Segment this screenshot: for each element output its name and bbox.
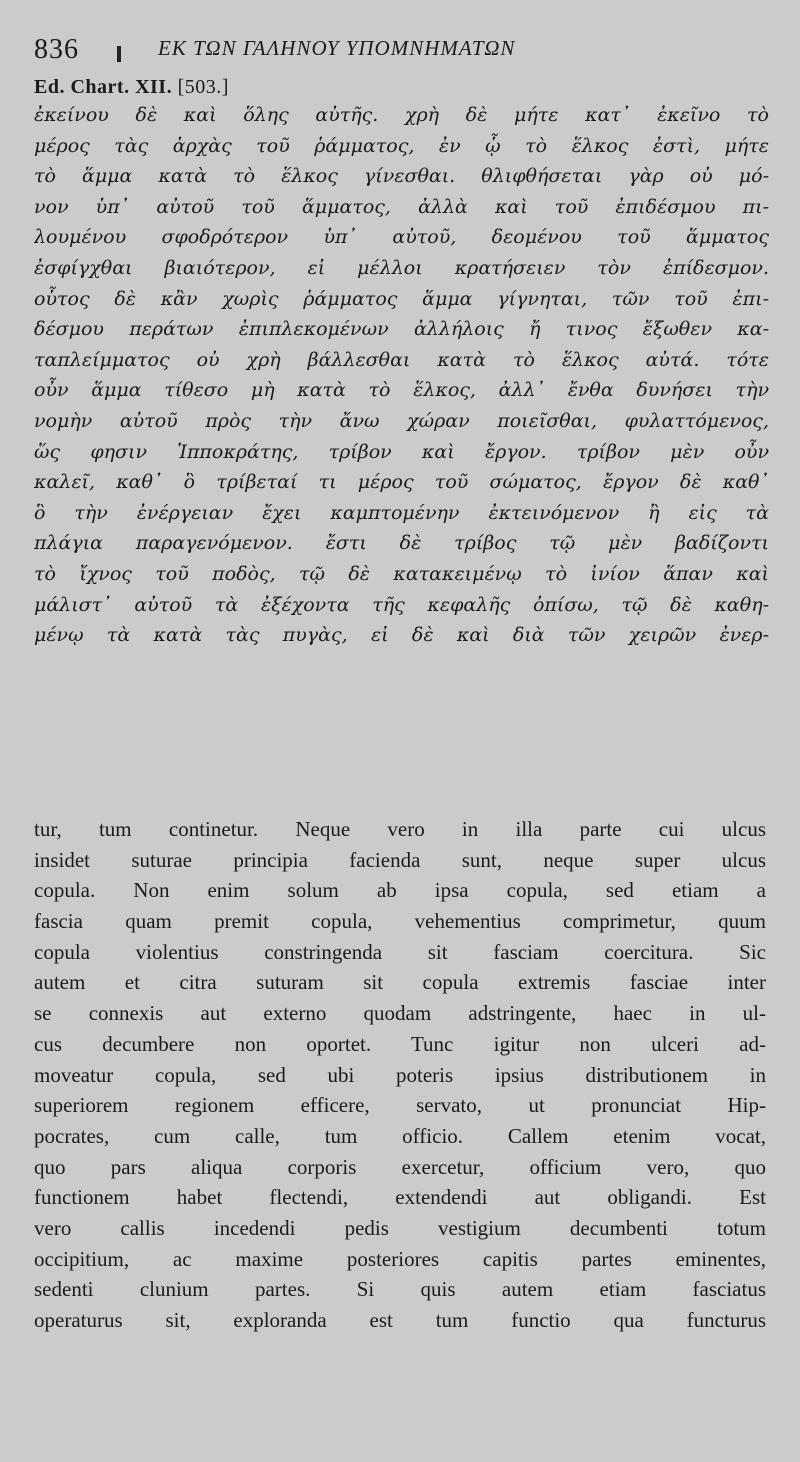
greek-text-line: μάλιστ᾿ αὐτοῦ τὰ ἐξέχοντα τῆς κεφαλῆς ὀπίσω, τῷ δὲ καθη- xyxy=(34,593,769,616)
greek-text-line: καλεῖ, καθ᾿ ὃ τρίβεταί τι μέρος τοῦ σώματος, ἔργον δὲ καθ᾿ xyxy=(34,471,769,494)
greek-text-line: πλάγια παραγενόμενον. ἔστι δὲ τρίβος τῷ μὲν βαδίζοντι xyxy=(34,532,769,555)
latin-text-line: operaturus sit, exploranda est tum functio qua functurus xyxy=(34,1308,766,1332)
page-number: 836 xyxy=(34,34,79,65)
latin-text-line: insidet suturae principia facienda sunt, neque super ulcus xyxy=(34,847,766,872)
greek-text-line: νον ὑπ᾿ αὐτοῦ τοῦ ἅμματος, ἀλλὰ καὶ τοῦ ἐπιδέσμου πι- xyxy=(34,195,769,218)
greek-text-line: νομὴν αὐτοῦ πρὸς τὴν ἄνω χώραν ποιεῖσθαι, φυλαττόμενος, xyxy=(34,409,769,432)
greek-text-line: μένῳ τὰ κατὰ τὰς πυγὰς, εἰ δὲ καὶ διὰ τῶν χειρῶν ἐνερ- xyxy=(34,624,769,647)
latin-text-line: cus decumbere non oportet. Tunc igitur non ulceri ad- xyxy=(34,1031,766,1056)
latin-text-line: moveatur copula, sed ubi poteris ipsius distributionem in xyxy=(34,1062,766,1087)
edition-label: Ed. Chart. XII. xyxy=(34,76,173,98)
latin-text-block xyxy=(34,814,766,1336)
greek-text-block xyxy=(34,100,769,651)
header-divider-mark xyxy=(117,46,121,62)
greek-text-line: ταπλείμματος οὐ χρὴ βάλλεσθαι κατὰ τὸ ἕλκος αὐτά. τότε xyxy=(34,348,769,371)
latin-text-line: pocrates, cum calle, tum officio. Callem etenim vocat, xyxy=(34,1123,766,1148)
latin-text-line: autem et citra suturam sit copula extremis fasciae inter xyxy=(34,970,766,995)
latin-text-line: tur, tum continetur. Neque vero in illa parte cui ulcus xyxy=(34,817,766,841)
latin-text-line: quo pars aliqua corporis exercetur, officium vero, quo xyxy=(34,1154,766,1179)
latin-text-line: se connexis aut externo quodam adstringente, haec in ul- xyxy=(34,1001,766,1026)
greek-text-line: ἐκείνου δὲ καὶ ὅλης αὐτῆς. χρὴ δὲ μήτε κατ᾿ ἐκεῖνο τὸ xyxy=(34,104,769,126)
greek-text-line: ὥς φησιν Ἱπποκράτης, τρίβον καὶ ἔργον. τρίβον μὲν οὖν xyxy=(34,440,769,463)
greek-text-line: ἐσφίγχθαι βιαιότερον, εἰ μέλλοι κρατήσειεν τὸν ἐπίδεσμον. xyxy=(34,256,769,279)
greek-text-line: τὸ ἴχνος τοῦ ποδὸς, τῷ δὲ κατακειμένῳ τὸ ἰνίον ἅπαν καὶ xyxy=(34,562,769,585)
latin-text-line: superiorem regionem efficere, servato, ut pronunciat Hip- xyxy=(34,1093,766,1118)
greek-text-line: δέσμου περάτων ἐπιπλεκομένων ἀλλήλοις ἤ τινος ἔξωθεν κα- xyxy=(34,318,769,341)
running-title: ΕΚ ΤΩΝ ΓΑΛΗΝΟΥ ΥΠΟΜΝΗΜΑΤΩΝ xyxy=(158,36,516,60)
greek-text-line: τὸ ἅμμα κατὰ τὸ ἕλκος γίνεσθαι. θλιφθήσεται γὰρ οὐ μό- xyxy=(34,165,769,188)
greek-text-line: οὖν ἅμμα τίθεσο μὴ κατὰ τὸ ἕλκος, ἀλλ᾿ ἔνθα δυνήσει τὴν xyxy=(34,379,769,402)
latin-text-line: occipitium, ac maxime posteriores capitis partes eminentes, xyxy=(34,1246,766,1271)
latin-text-line: copula. Non enim solum ab ipsa copula, sed etiam a xyxy=(34,878,766,903)
greek-text-line: λουμένου σφοδρότερον ὑπ᾿ αὐτοῦ, δεομένου τοῦ ἅμματος xyxy=(34,226,769,249)
edition-reference xyxy=(34,76,229,99)
latin-text-line: vero callis incedendi pedis vestigium decumbenti totum xyxy=(34,1215,766,1240)
greek-text-line: ὃ τὴν ἐνέργειαν ἔχει καμπτομένην ἐκτεινόμενον ἢ εἰς τὰ xyxy=(34,501,769,524)
latin-text-line: sedenti clunium partes. Si quis autem etiam fasciatus xyxy=(34,1277,766,1302)
running-head xyxy=(34,32,774,66)
greek-text-line: μέρος τὰς ἀρχὰς τοῦ ῥάμματος, ἐν ᾧ τὸ ἕλκος ἐστὶ, μήτε xyxy=(34,134,769,157)
latin-text-line: functionem habet flectendi, extendendi aut obligandi. Est xyxy=(34,1185,766,1210)
latin-text-line: fascia quam premit copula, vehementius comprimetur, quum xyxy=(34,909,766,934)
edition-page-ref: [503.] xyxy=(177,76,229,98)
latin-text-line: copula violentius constringenda sit fasciam coercitura. Sic xyxy=(34,939,766,964)
greek-text-line: οὗτος δὲ κἂν χωρὶς ῥάμματος ἅμμα γίγνηται, τῶν τοῦ ἐπι- xyxy=(34,287,769,310)
